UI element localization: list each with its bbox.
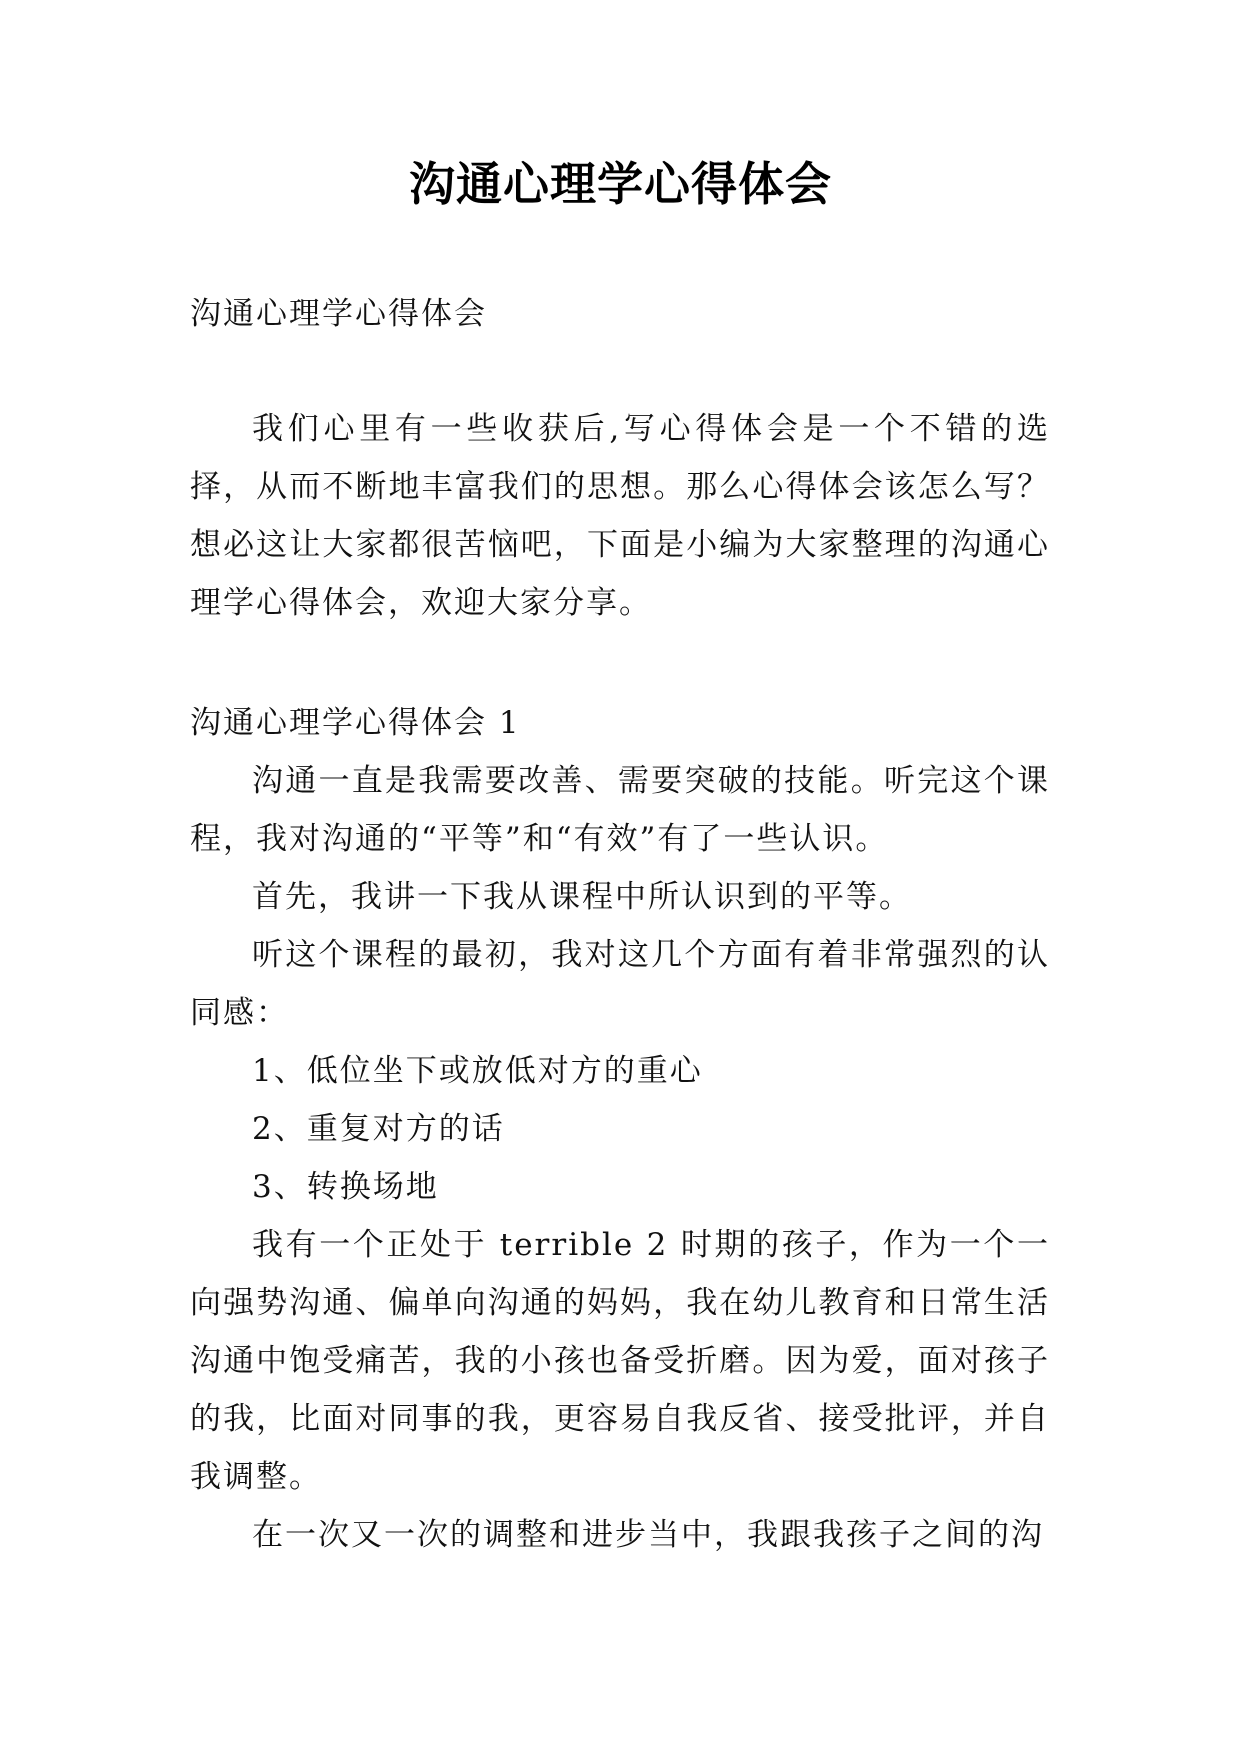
paragraph-4: 我有一个正处于 terrible 2 时期的孩子，作为一个一向强势沟通、偏单向沟通的妈妈，我在幼儿教育和日常生活沟通中饱受痛苦，我的小孩也备受折磨。因为爱，面对孩子的我，比面对同事的我，更容易自我反省、接受批评，并自我调整。	[190, 1227, 1050, 1495]
intro-paragraph: 我们心里有一些收获后,写心得体会是一个不错的选择，从而不断地丰富我们的思想。那么心得体会该怎么写？想必这让大家都很苦恼吧，下面是小编为大家整理的沟通心理学心得体会，欢迎大家分享。	[190, 411, 1050, 621]
document-title: 沟通心理学心得体会	[409, 157, 832, 211]
list-item-3: 3、转换场地	[252, 1169, 439, 1205]
paragraph-3: 听这个课程的最初，我对这几个方面有着非常强烈的认同感：	[190, 937, 1050, 1031]
paragraph-1: 沟通一直是我需要改善、需要突破的技能。听完这个课程，我对沟通的“平等”和“有效”有了一些认识。	[190, 763, 1050, 857]
paragraph-5: 在一次又一次的调整和进步当中，我跟我孩子之间的沟	[252, 1517, 1044, 1553]
document-subtitle: 沟通心理学心得体会	[190, 296, 487, 332]
section-title: 沟通心理学心得体会 1	[190, 705, 521, 741]
list-item-2: 2、重复对方的话	[252, 1111, 505, 1147]
article-body	[190, 752, 1050, 1564]
list-item-1: 1、低位坐下或放低对方的重心	[252, 1053, 703, 1089]
paragraph-2: 首先，我讲一下我从课程中所认识到的平等。	[252, 879, 912, 915]
